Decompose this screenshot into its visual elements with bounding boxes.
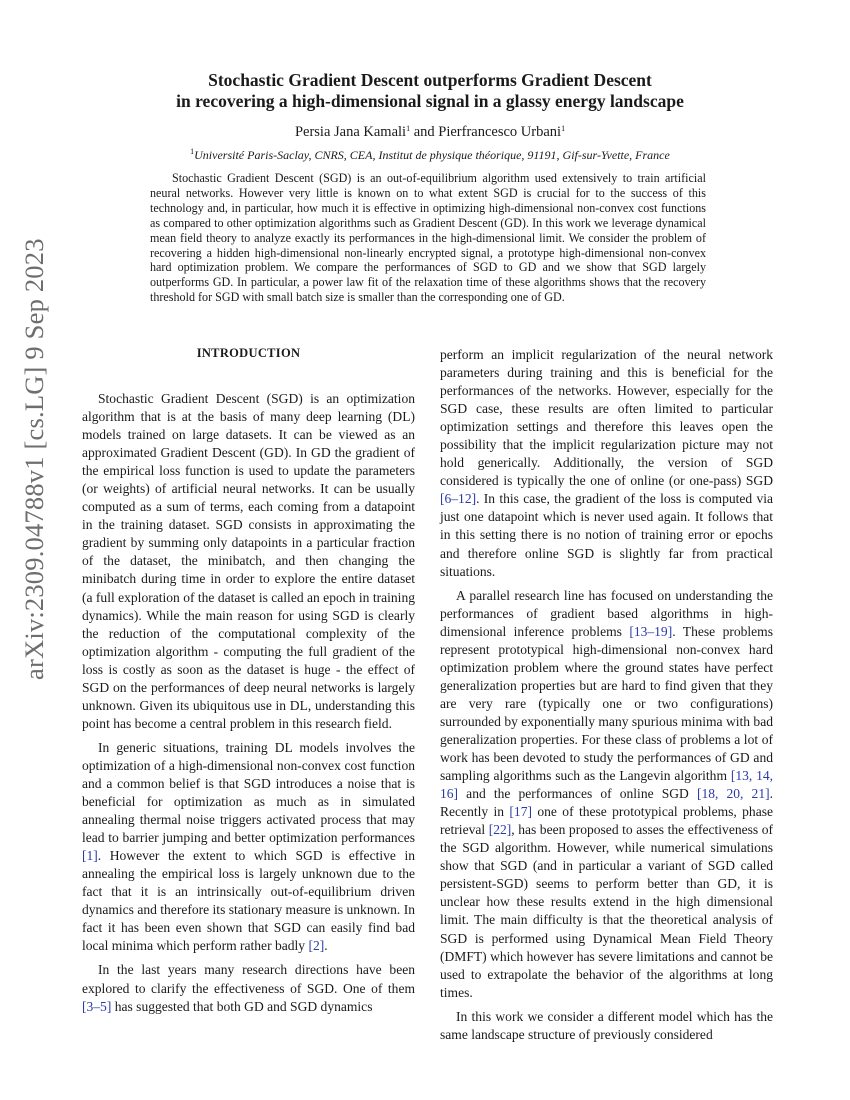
paragraph-text: .	[324, 938, 328, 954]
paragraph	[82, 739, 415, 956]
title-line-2: in recovering a high-dimensional signal in a glassy energy landscape	[176, 91, 684, 111]
citation-link[interactable]: [6–12]	[440, 491, 477, 507]
paragraph-text: In generic situations, training DL models involves the optimization of a high-dimensional non-convex cost function and a common belief is that SGD introduces a noise that is beneficial for optimization as much as in simulated annealing thermal noise triggers activated process that may lead to barrier jumping and better optimization performances	[82, 739, 415, 846]
paragraph: Stochastic Gradient Descent (SGD) is an optimization algorithm that is at the basis of many deep learning (DL) models trained on large datasets. It can be viewed as an approximated Gradient Descent (GD). In GD the gradient of the empirical loss function is used to update the parameters (or weights) of artificial neural networks. It can be usually computed as a sum of terms, each coming from a datapoint in the training dataset. SGD consists in approximating the gradient by summing only datapoints in a particular fraction of the dataset, the minibatch, and then changing the minibatch during time in order to explore the entire dataset (a full exploration of the dataset is called an epoch in training dynamics). While the main reason for using SGD is clearly the reduction of the computational complexity of the optimization algorithm - computing the full gradient of the loss is costly as soon as the dataset is huge - the effect of SGD on the performances of deep neural networks is largely unknown. Given its ubiquitous use in DL, understanding this point has become a central problem in this research field.	[82, 391, 415, 731]
affiliation	[100, 148, 760, 163]
left-column	[82, 346, 415, 1022]
section-heading-introduction: INTRODUCTION	[196, 346, 301, 360]
paragraph-text: and the performances of online SGD	[458, 786, 697, 802]
paragraph	[440, 587, 773, 1002]
author-2-affil-mark: 1	[561, 124, 566, 133]
abstract-text: Stochastic Gradient Descent (SGD) is an out-of-equilibrium algorithm used extensively to train artificial neural networks. However very little is known on to what extent SGD is crucial for to the success of this technology and, in particular, how much it is effective in optimizing high-dimensional non-convex cost functions as compared to other optimization algorithms such as Gradient Descent (GD). In this work we leverage dynamical mean field theory to analyze exactly its performances in the high-dimensional limit. We consider the problem of recovering a hidden high-dimensional non-linearly encrypted signal, a prototype high-dimensional non-convex hard optimization problem. We compare the performances of SGD to GD and we show that SGD largely outperforms GD. In particular, a power law fit of the relaxation time of these algorithms shows that the recovery threshold for SGD with small batch size is smaller than the corresponding one of GD.	[150, 171, 706, 305]
citation-link[interactable]: [3–5]	[82, 998, 112, 1014]
citation-link[interactable]: [2]	[308, 938, 325, 954]
paragraph-text: . Recently in	[440, 786, 773, 820]
paragraph-text: . In this case, the gradient of the loss is computed via just one datapoint which is never used again. It follows that in this setting there is no notion of training error or epochs and therefore online SGD is slightly far from practical situations.	[440, 491, 773, 579]
paragraph	[82, 961, 415, 1015]
title-line-1: Stochastic Gradient Descent outperforms Gradient Descent	[208, 70, 652, 90]
paragraph-text: A parallel research line has focused on understanding the performances of gradient based algorithms in high-dimensional inference problems	[440, 587, 773, 639]
affiliation-mark: 1	[190, 147, 195, 156]
citation-link[interactable]: [13, 14, 16]	[440, 768, 774, 802]
affiliation-text: Université Paris-Saclay, CNRS, CEA, Institut de physique théorique, 91191, Gif-sur-Yvette, France	[194, 148, 670, 162]
citation-link[interactable]: [18, 20, 21]	[696, 786, 770, 802]
arxiv-identifier: arXiv:2309.04788v1 [cs.LG] 9 Sep 2023	[19, 238, 49, 680]
author-1: Persia Jana Kamali	[294, 124, 407, 140]
paragraph-text: . These problems represent prototypical high-dimensional non-convex hard optimization problem where the ground states have perfect generalization properties but are hard to find given that they are very rare (typically one or two configurations) surrounded by exponentially many spurious minima with bad generalization properties. For these class of problems a lot of work has been devoted to study the performances of GD and sampling algorithms such as the Langevin algorithm	[440, 623, 773, 784]
paragraph-text: perform an implicit regularization of the neural network parameters during training and this is beneficial for the performances of the networks. However, especially for the SGD case, these results are often limited to particular optimization settings and therefore this leaves open the possibility that the implicit regularization picture may not hold generically. Additionally, the version of SGD considered is typically the one of online (or one-pass) SGD	[440, 347, 773, 489]
author-1-affil-mark: 1	[406, 124, 411, 133]
right-column	[440, 346, 773, 1050]
paragraph-text: , has been proposed to asses the effectiveness of the SGD algorithm. However, while numerical simulations show that SGD (and in particular a variant of SGD called persistent-SGD) seems to perform better than GD, it is unclear how these results extend in the high dimensional limit. The main difficulty is that the theoretical analysis of SGD is performed using Dynamical Mean Field Theory (DMFT) which however has severe limitations and cannot be used to extrapolate the behavior of the algorithms at long times.	[440, 822, 774, 1000]
citation-link[interactable]: [1]	[82, 848, 98, 864]
authors	[100, 124, 760, 141]
paragraph-text: . However the extent to which SGD is effective in annealing the empirical loss is largely unknown due to the fact that it is an intrinsically out-of-equilibrium driven dynamics and therefore its stationary measure is unknown. In fact it has been even shown that SGD can easily find bad local minima which perform rather badly	[82, 848, 415, 954]
paper-title	[110, 70, 750, 112]
author-2: Pierfrancesco Urbani	[438, 124, 562, 140]
citation-link[interactable]: [13–19]	[629, 623, 673, 639]
paragraph: In this work we consider a different model which has the same landscape structure of previously considered	[440, 1008, 773, 1042]
paragraph-text: In the last years many research directions have been explored to clarify the effectiveness of SGD. One of them	[82, 962, 415, 996]
author-conjunction: and	[413, 124, 435, 140]
paragraph	[440, 346, 773, 581]
citation-link[interactable]: [22]	[488, 822, 512, 838]
abstract	[150, 171, 706, 305]
paragraph-text: has suggested that both GD and SGD dynamics	[111, 998, 373, 1014]
paragraph-text: one of these prototypical problems, phase retrieval	[440, 804, 773, 838]
citation-link[interactable]: [17]	[509, 804, 532, 820]
